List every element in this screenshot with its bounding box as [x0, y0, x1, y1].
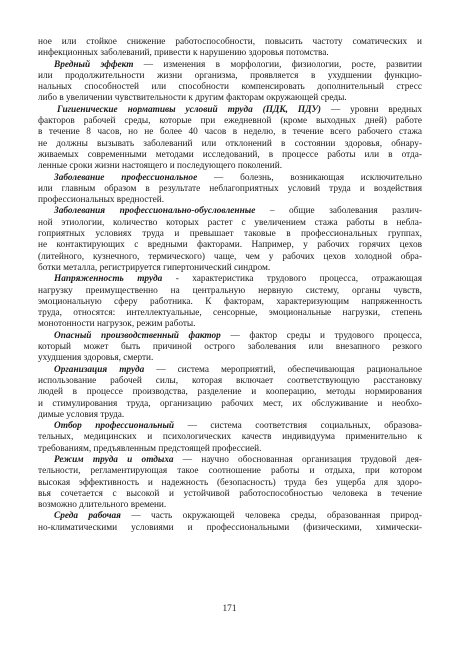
line-text: димые условия труда. [38, 409, 125, 420]
text-line [38, 71, 422, 82]
text-line [38, 399, 422, 410]
definition-term: Напряженность труда [54, 274, 163, 285]
line-text: который может быть причиной острого заболевания или внезапного резкого [38, 342, 422, 353]
body-text [38, 37, 422, 534]
text-line [38, 421, 422, 432]
text-line [38, 444, 422, 455]
line-text: ной этиологии, количество которых растет с увеличением стажа работы в небла- [38, 217, 422, 228]
text-line [38, 387, 422, 398]
definition-term: Среда рабочая [54, 511, 121, 522]
definition-term: Опасный производственный фактор [54, 330, 221, 341]
line-text: — болезнь, возникающая исключительно [197, 172, 422, 183]
line-text: или продолжительности жизни организма, проявляется в ухудшении функцио- [38, 70, 422, 81]
text-line [38, 432, 422, 443]
line-text: вья сочетается с высокой и устойчивой работоспособностью человека в течение [38, 488, 422, 499]
text-line [38, 218, 422, 229]
text-line [38, 489, 422, 500]
text-line [38, 37, 422, 48]
line-text: инфекционных заболеваний, привести к нарушению здоровья потомства. [38, 48, 329, 59]
line-text: и стимулирования труда, организацию рабочих мест, их обслуживание и необхо- [38, 398, 422, 409]
line-text: людей в процессе производства, разделение и кооперацию, методы нормирования [38, 387, 422, 398]
text-line [38, 105, 422, 116]
line-text: - характеристика трудового процесса, отражающая [162, 274, 422, 285]
line-text: профессиональных вредностей. [38, 195, 165, 206]
line-text: но-климатическими условиями и профессиональными (физическими, химически- [38, 522, 422, 533]
line-text: тельности, регламентирующая такое соотношение работы и отдыха, при котором [38, 466, 422, 477]
line-text: ботки металла, регистрируется гипертонический синдром. [38, 262, 271, 273]
text-line [38, 500, 422, 511]
text-line [38, 229, 422, 240]
text-line [38, 455, 422, 466]
text-line [38, 478, 422, 489]
text-line [38, 173, 422, 184]
text-line [38, 161, 422, 172]
line-text: требованиям, предъявленным предстоящей профессией. [38, 443, 262, 454]
text-line [38, 195, 422, 206]
text-line [38, 150, 422, 161]
line-text: — система мероприятий, обеспечивающая рациональное [144, 364, 422, 375]
line-text: — уровни вредных [321, 104, 422, 115]
text-line [38, 342, 422, 353]
text-line [38, 252, 422, 263]
definition-term: Режим труда и отдыха [54, 454, 174, 465]
definition-term: Организация труда [54, 364, 145, 375]
text-line [38, 274, 422, 285]
text-line [38, 139, 422, 150]
text-line [38, 523, 422, 534]
text-line [38, 263, 422, 274]
line-text: — система соответствия социальных, образова- [174, 421, 422, 432]
definition-term: Заболевание профессиональное [54, 172, 198, 183]
text-line [38, 376, 422, 387]
line-text: — изменения в морфологии, физиологии, росте, развитии [133, 59, 422, 70]
text-line [38, 319, 422, 330]
definition-term: Заболевания профессионально-обусловленные [54, 206, 256, 217]
text-line [38, 206, 422, 217]
definition-term: Гигиенические нормативы условий труда (ПДК, ПДУ) [57, 104, 322, 115]
line-text: высокая эффективность и надежность (безопасность) труда без ущерба для здоро- [38, 477, 422, 488]
text-line [38, 48, 422, 59]
line-text: нальных способностей или способности компенсировать дополнительный стресс [38, 82, 422, 93]
line-text: гоприятных условиях труда и превышает таковые в профессиональных группах, [38, 229, 422, 240]
definition-term: Отбор профессиональный [54, 421, 175, 432]
line-text: — фактор среды и трудового процесса, [220, 330, 422, 341]
line-text: тельных, медицинских и психологических качеств индивидуума применительно к [38, 432, 422, 443]
line-text: ухудшения здоровья, смерти. [38, 353, 154, 364]
line-text: ное или стойкое снижение работоспособности, повысить частоту соматических и [38, 37, 422, 47]
text-line [38, 410, 422, 421]
line-text: — часть окружающей человека среды, образованная природ- [120, 511, 422, 522]
line-text: использование рабочей силы, которая включает соответствующую расстановку [38, 375, 422, 386]
text-line [38, 240, 422, 251]
text-line [38, 365, 422, 376]
line-text: или главным образом в результате неблагоприятных условий труда и воздействия [38, 183, 422, 194]
line-text: (литейного, кузнечного, термического) чаще, чем у рабочих цехов холодной обра- [38, 251, 422, 262]
line-text: ленные сроки жизни настоящего и последующего поколений. [38, 161, 283, 172]
line-text: не должны вызывать заболеваний или отклонений в состоянии здоровья, обнару- [38, 138, 422, 149]
line-text: – общие заболевания различ- [255, 206, 422, 217]
line-text: возможно длительного времени. [38, 500, 167, 511]
text-line [38, 286, 422, 297]
line-text: труда, относятся: интеллектуальные, сенсорные, эмоциональные нагрузки, степень [38, 308, 422, 319]
text-line [38, 331, 422, 342]
line-text: не контактирующих с вредными факторами. Например, у рабочих горячих цехов [38, 240, 422, 251]
line-text: живаемых современными методами исследований, в процессе работы или в отда- [38, 149, 422, 160]
text-line [38, 466, 422, 477]
line-text: либо в увеличении чувствительности к другим факторам окружающей среды. [38, 93, 347, 104]
line-text: в течение 8 часов, но не более 40 часов в неделю, в течение всего рабочего стажа [38, 127, 422, 138]
text-line [38, 82, 422, 93]
definition-term: Вредный эффект [54, 59, 134, 70]
page-number: 171 [222, 604, 237, 614]
line-text: эмоциональную сферу работника. К факторам, характеризующим напряженность [38, 296, 422, 307]
text-line [38, 116, 422, 127]
text-line [38, 353, 422, 364]
text-line [38, 297, 422, 308]
line-text: факторов рабочей среды, которые при ежедневной (кроме выходных дней) работе [38, 116, 422, 127]
text-line [38, 60, 422, 71]
line-text: монотонности нагрузок, режим работы. [38, 319, 196, 330]
text-line [38, 127, 422, 138]
line-text: — научно обоснованная организация трудовой дея- [173, 454, 422, 465]
line-text: нагрузку преимущественно на центральную нервную систему, органы чувств, [38, 285, 422, 296]
text-line [38, 93, 422, 104]
text-line [38, 511, 422, 522]
text-line [38, 184, 422, 195]
text-line [38, 308, 422, 319]
